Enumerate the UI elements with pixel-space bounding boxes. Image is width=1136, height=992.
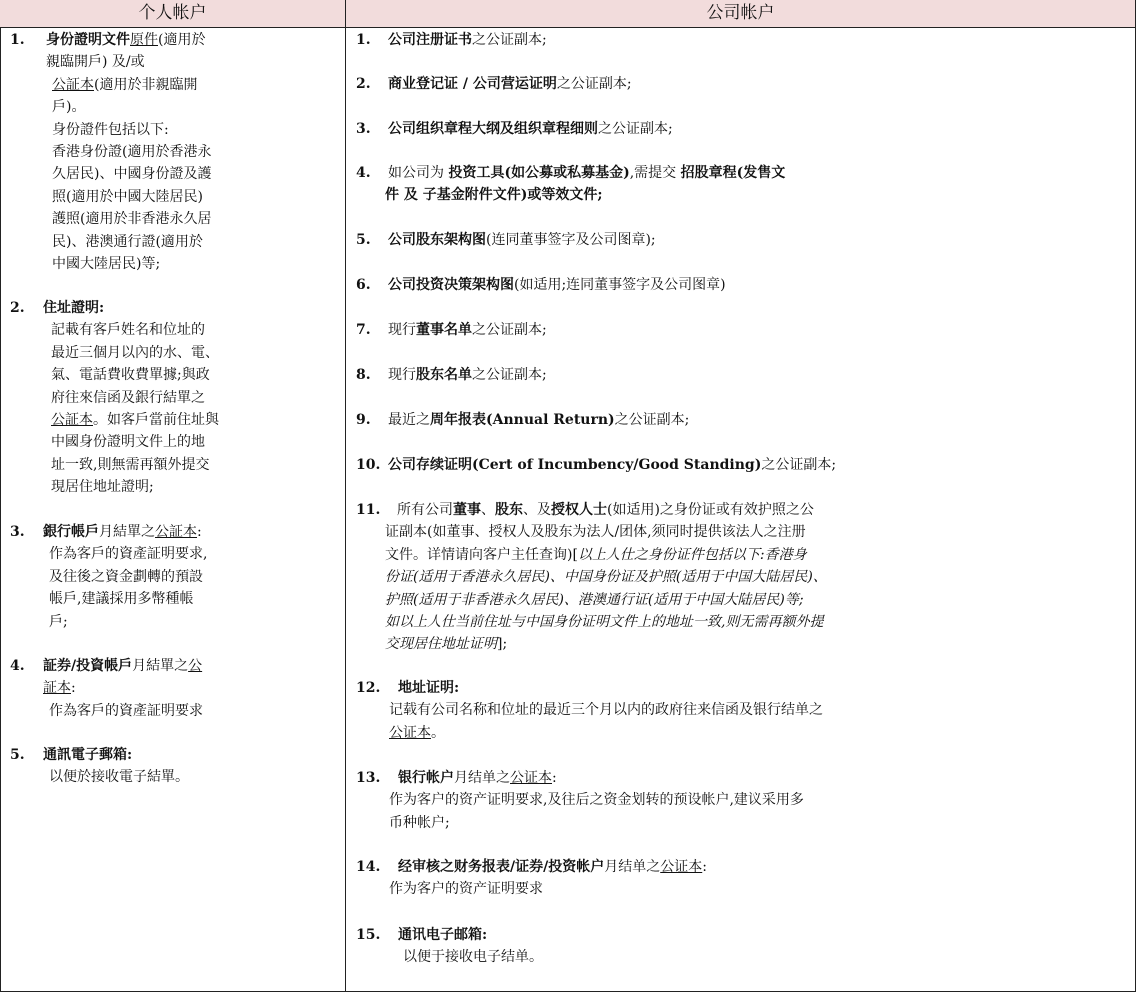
text: 。如客戶當前住址與: [93, 412, 219, 429]
text: 之公证副本;: [761, 457, 837, 473]
text: 公証本: [52, 76, 94, 93]
text: 最近之: [388, 412, 430, 428]
text: 银行帐户: [398, 770, 454, 786]
text: 公证本: [510, 770, 552, 786]
text: 月結單之: [99, 524, 155, 540]
text: 交现居住地址证明: [385, 636, 497, 653]
text: 公证本: [389, 724, 431, 741]
item-number: 2.: [10, 300, 25, 316]
text: 中國大陸居民)等;: [52, 256, 161, 273]
text: 文件。详情请向客户主任查询)[: [385, 546, 578, 563]
text: 作為客戶的資產証明要求,: [49, 546, 208, 563]
text: 公司投资决策架构图: [388, 277, 514, 293]
item-number: 15.: [356, 927, 381, 943]
text: 份证(适用于香港永久居民)、中国身份证及护照(适用于中国大陆居民)、: [385, 569, 827, 586]
text: 月結單之: [132, 658, 189, 674]
text: 公司组织章程大纲及组织章程细则: [388, 121, 598, 137]
text: 所有公司: [397, 502, 453, 518]
text: 件 及 子基金附件文件)或等效文件;: [385, 187, 603, 204]
text: 经审核之财务报表/证券/投资帐户: [398, 859, 605, 875]
text: 之公证副本;: [598, 121, 673, 137]
text: 公司股东架构图: [388, 232, 486, 248]
text: 証本: [43, 680, 71, 697]
text: 公司注册证书: [388, 32, 472, 48]
text: 之公证副本;: [472, 322, 547, 338]
item-number: 2.: [356, 76, 371, 92]
text: 住址證明:: [43, 300, 105, 316]
text: (连同董事签字及公司图章);: [486, 232, 656, 248]
text: 、及: [523, 502, 551, 518]
text: 証券/投資帳戶: [43, 658, 133, 674]
text: 以便於接收電子結單。: [49, 769, 189, 786]
text: 府往來信函及銀行結單之: [51, 389, 205, 406]
text: 之公证副本;: [472, 32, 547, 48]
text: 作为客户的资产证明要求: [389, 881, 543, 898]
text: 月结单之: [454, 770, 510, 786]
text: :: [71, 680, 76, 697]
text: 董事: [453, 502, 481, 518]
text: 現居住地址證明;: [51, 479, 154, 496]
text: (如适用;连同董事签字及公司图章): [514, 277, 726, 293]
text: 之公证副本;: [614, 412, 690, 428]
item-number: 10.: [356, 457, 381, 473]
text: :: [197, 524, 202, 540]
item-number: 7.: [356, 322, 371, 338]
text: 如公司为: [388, 165, 449, 181]
item-number: 12.: [356, 680, 381, 696]
text: 现行: [388, 322, 416, 338]
text: 证副本(如董事、授权人及股东为法人/团体,须同时提供该法人之注册: [385, 524, 806, 541]
text: :: [702, 859, 707, 875]
item-number: 4.: [10, 658, 25, 674]
item-number: 5.: [10, 747, 25, 763]
text: 及往後之資金劃轉的預設: [49, 568, 203, 585]
item-number: 9.: [356, 412, 371, 428]
text: (適用於非親臨開: [94, 76, 198, 93]
text: 董事名单: [416, 322, 472, 338]
text: 照(適用於中國大陸居民): [52, 188, 203, 205]
text: 公証本: [51, 412, 93, 429]
text: 帳戶,建議採用多幣種帳: [49, 591, 194, 608]
text: (適用於: [158, 32, 206, 48]
text: 公証本: [155, 524, 197, 540]
text: ,需提交: [629, 165, 681, 181]
text: 月结单之: [604, 859, 661, 875]
text: 戶)。: [52, 99, 86, 116]
text: 商业登记证 / 公司营运证明: [388, 76, 557, 92]
text: 授权人士: [551, 502, 607, 518]
item-number: 6.: [356, 277, 371, 293]
text: 以上人仕之身份证件包括以下:香港身: [577, 546, 807, 563]
text: 護照(適用於非香港永久居: [52, 211, 212, 228]
text: 香港身份證(適用於香港永: [52, 144, 212, 161]
text: 原件: [130, 32, 158, 48]
item-number: 5.: [356, 232, 371, 248]
text: 如以上人仕当前住址与中国身份证明文件上的地址一致,则无需再额外提: [385, 614, 824, 631]
text: :: [552, 770, 557, 786]
text: 身份證明文件: [46, 32, 130, 48]
text: 周年报表(Annual Return): [430, 412, 615, 428]
item-number: 4.: [356, 165, 371, 181]
text: 通訊電子郵箱:: [43, 747, 133, 763]
item-number: 13.: [356, 770, 381, 786]
text: (如适用)之身份证或有效护照之公: [607, 502, 814, 518]
text: 币种帐户;: [389, 814, 450, 831]
text: 作为客户的资产证明要求,及往后之资金划转的预设帐户,建议采用多: [389, 792, 804, 809]
text: 公证本: [660, 859, 703, 875]
company-account-header: 公司帐户: [346, 0, 1135, 28]
text: 之公证副本;: [472, 367, 547, 383]
text: 中國身份證明文件上的地: [51, 434, 205, 451]
text: 身份證件包括以下:: [52, 121, 169, 138]
text: 投资工具(如公募或私募基金): [448, 165, 630, 181]
text: 銀行帳戶: [43, 524, 99, 540]
text: 址一致,則無需再額外提交: [51, 456, 210, 473]
text: ];: [497, 636, 508, 653]
text: 招股章程(发售文: [680, 165, 786, 181]
text: 最近三個月以內的水、電、: [51, 344, 219, 361]
text: 久居民)、中國身份證及護: [52, 166, 212, 183]
text: 现行: [388, 367, 416, 383]
text: 戶;: [49, 613, 68, 630]
text: 。: [431, 724, 445, 741]
text: 作為客戶的資產証明要求: [49, 702, 203, 719]
text: 股东名单: [416, 367, 472, 383]
text: 民)、港澳通行證(適用於: [52, 233, 203, 250]
text: 地址证明:: [398, 680, 460, 696]
item-number: 1.: [10, 32, 25, 48]
item-number: 1.: [356, 32, 371, 48]
personal-account-header: 个人帐户: [0, 0, 345, 28]
column-divider: [345, 0, 346, 992]
text: 之公证副本;: [556, 76, 632, 92]
text: 护照(适用于非香港永久居民)、港澳通行证(适用于中国大陆居民)等;: [385, 591, 804, 608]
text: 股东: [495, 502, 523, 518]
text: 公: [188, 658, 203, 674]
item-number: 3.: [356, 121, 371, 137]
text: 記載有客戶姓名和位址的: [51, 322, 205, 339]
text: 親臨開戶) 及/或: [46, 54, 145, 71]
text: 、: [481, 502, 495, 518]
item-number: 14.: [356, 859, 381, 875]
text: 以便于接收电子结单。: [403, 949, 543, 966]
text: 公司存续证明(Cert of Incumbency/Good Standing): [388, 457, 762, 473]
text: 通讯电子邮箱:: [398, 927, 488, 943]
text: 氣、電話費收費單據;與政: [51, 367, 210, 384]
item-number: 3.: [10, 524, 25, 540]
item-number: 8.: [356, 367, 371, 383]
text: 记载有公司名称和位址的最近三个月以内的政府往来信函及银行结单之: [389, 702, 823, 719]
item-number: 11.: [356, 502, 381, 518]
